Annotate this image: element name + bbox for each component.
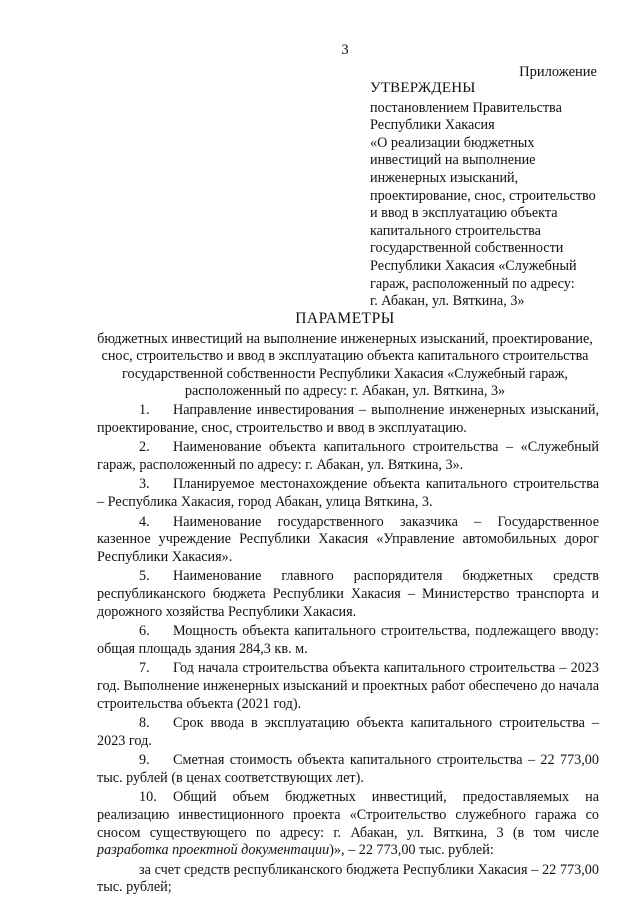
item-number: 8. bbox=[139, 715, 150, 732]
approval-line: Республики Хакасия «Служебный bbox=[370, 257, 577, 274]
item-number: 3. bbox=[139, 476, 150, 493]
appendix-label: Приложение bbox=[519, 64, 597, 80]
item-text: Срок ввода в эксплуатацию объекта капитального строительства – 2023 год. bbox=[97, 715, 599, 749]
item-number: 6. bbox=[139, 623, 150, 640]
approval-block bbox=[370, 80, 610, 311]
item-number: 9. bbox=[139, 752, 150, 769]
approval-line: проектирование, снос, строительство bbox=[370, 187, 596, 204]
approval-heading: УТВЕРЖДЕНЫ bbox=[370, 80, 476, 96]
approval-line: и ввод в эксплуатацию объекта bbox=[370, 205, 558, 222]
item-text: Наименование государственного заказчика – Государственное казенное учреждение Республики Хакасия «Управление автомобильных дорог Республики Хакасия». bbox=[97, 513, 599, 565]
document-body bbox=[97, 402, 599, 899]
item-number: 10. bbox=[139, 789, 157, 806]
item-text: Наименование объекта капитального строительства – «Служебный гараж, расположенный по адресу: г. Абакан, ул. Вяткина, 3». bbox=[97, 439, 599, 473]
item-text: Наименование главного распорядителя бюджетных средств республиканского бюджета Республики Хакасия – Министерство транспорта и дорожного хозяйства Республики Хакасия. bbox=[97, 568, 599, 620]
list-item bbox=[97, 623, 599, 658]
approval-line: «О реализации бюджетных bbox=[370, 134, 535, 151]
approval-line: инвестиций на выполнение bbox=[370, 152, 536, 169]
item-text: )», – 22 773,00 тыс. рублей: bbox=[329, 842, 494, 859]
title-line: государственной собственности Республики Хакасия «Служебный гараж, bbox=[122, 365, 568, 382]
item-text-italic: разработка проектной документации bbox=[97, 842, 330, 859]
list-item bbox=[97, 402, 599, 437]
item-text: Направление инвестирования – выполнение инженерных изысканий, проектирование, снос, строительство и ввод в эксплуатацию. bbox=[97, 402, 599, 436]
list-item bbox=[97, 514, 599, 567]
title-line: снос, строительство и ввод в эксплуатацию объекта капитального строительства bbox=[101, 348, 589, 365]
item-text: Мощность объекта капитального строительства, подлежащего вводу: общая площадь здания 284,3 кв. м. bbox=[97, 623, 599, 657]
title-line: бюджетных инвестиций на выполнение инженерных изысканий, проектирование, bbox=[97, 330, 593, 347]
document-title bbox=[90, 310, 600, 401]
page-number: 3 bbox=[341, 42, 349, 58]
item-text: Год начала строительства объекта капитального строительства – 2023 год. Выполнение инженерных изысканий и проектных работ обеспечено до начала строительства объекта (2021 год). bbox=[97, 660, 599, 712]
item-text: Сметная стоимость объекта капитального строительства – 22 773,00 тыс. рублей (в ценах соответствующих лет). bbox=[97, 752, 599, 786]
item-number: 4. bbox=[139, 513, 150, 530]
approval-line: постановлением Правительства bbox=[370, 99, 562, 116]
item-number: 7. bbox=[139, 660, 150, 677]
list-item bbox=[97, 568, 599, 621]
approval-line: г. Абакан, ул. Вяткина, 3» bbox=[370, 293, 525, 310]
item-number: 1. bbox=[139, 402, 150, 418]
sub-item: за счет средств республиканского бюджета Республики Хакасия – 22 773,00 тыс. рублей; bbox=[97, 861, 599, 896]
item-text: Планируемое местонахождение объекта капитального строительства – Республика Хакасия, город Абакан, улица Вяткина, 3. bbox=[97, 476, 599, 510]
list-item bbox=[97, 752, 599, 787]
list-item bbox=[97, 789, 599, 859]
approval-line: инженерных изысканий, bbox=[370, 169, 519, 186]
item-number: 2. bbox=[139, 439, 150, 456]
list-item bbox=[97, 439, 599, 474]
title-main: ПАРАМЕТРЫ bbox=[295, 310, 395, 327]
title-line: расположенный по адресу: г. Абакан, ул. Вяткина, 3» bbox=[184, 383, 506, 400]
item-text: Общий объем бюджетных инвестиций, предоставляемых на реализацию инвестиционного проекта «Строительство служебного гаража со сносом существующего по адресу: г. Абакан, ул. Вяткина, 3 (в том числе bbox=[97, 789, 599, 841]
list-item bbox=[97, 476, 599, 511]
list-item bbox=[97, 660, 599, 713]
item-number: 5. bbox=[139, 568, 150, 585]
approval-line: Республики Хакасия bbox=[370, 117, 495, 134]
approval-line: гараж, расположенный по адресу: bbox=[370, 275, 575, 292]
approval-line: государственной собственности bbox=[370, 240, 564, 257]
approval-line: капитального строительства bbox=[370, 222, 541, 239]
list-item bbox=[97, 715, 599, 750]
